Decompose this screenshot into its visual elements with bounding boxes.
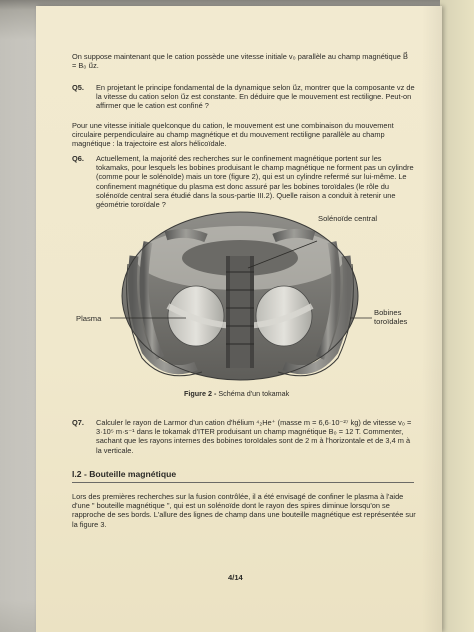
question-number: Q7. bbox=[72, 418, 84, 427]
question-text: En projetant le principe fondamental de la dynamique selon u⃗z, montrer que la composante vz de la vitesse du cation selon u⃗z est constante. En déduire que le mouvement est rectiligne. Peut-on affirmer que le cation est confiné ? bbox=[96, 83, 415, 111]
figure-caption bbox=[184, 389, 404, 398]
central-solenoid bbox=[226, 256, 254, 368]
label-plasma: Plasma bbox=[76, 314, 102, 323]
document-page bbox=[36, 6, 442, 632]
caption-text: Schéma d'un tokamak bbox=[218, 389, 290, 398]
section-divider bbox=[72, 482, 414, 483]
page-fold-shadow bbox=[422, 6, 442, 632]
page-number: 4/14 bbox=[228, 573, 243, 582]
label-solenoide-central: Solénoïde central bbox=[318, 214, 378, 223]
question-number: Q5. bbox=[72, 83, 84, 92]
section-title: I.2 - Bouteille magnétique bbox=[72, 469, 177, 479]
question-text: Actuellement, la majorité des recherches sur le confinement magnétique portent sur les tokamaks, pour lesquels les bobines produisant le champ magnétique ne forment pas un cylindre (comme pour le solénoïde) mais un tore (figure 2), qui est un cylindre refermé sur lui-même. Le confinement magnétique du plasma est donc assuré par les bobines toroïdales (le rôle du solénoïde central sera étudié dans la sous-partie III.2). Quelle raison a conduit à retenir une géométrie toroïdale ? bbox=[96, 154, 414, 210]
next-page-edge bbox=[440, 0, 474, 632]
paragraph-intro: On suppose maintenant que le cation possède une vitesse initiale v₀ parallèle au champ magnétique B⃗ = B₀ u⃗z. bbox=[72, 52, 408, 71]
caption-label: Figure 2 - bbox=[184, 389, 217, 398]
question-number: Q6. bbox=[72, 154, 84, 163]
label-bobines-toroidales: Bobines toroïdales bbox=[374, 308, 408, 326]
paragraph-bouteille: Lors des premières recherches sur la fusion contrôlée, il a été envisagé de confiner le plasma à l'aide d'une " bouteille magnétique ", qui est un solénoïde dont le rayon des spires diminue lorsqu'on se rapproche de ses bords. L'allure des lignes de champ dans une bouteille magnétique est représentée sur la figure 3. bbox=[72, 492, 416, 529]
paragraph-helicoidal: Pour une vitesse initiale quelconque du cation, le mouvement est une combinaison du mouvement circulaire perpendiculaire au champ magnétique et du mouvement rectiligne parallèle au champ magnétique : la trajectoire est alors hélicoïdale. bbox=[72, 121, 394, 149]
question-7 bbox=[72, 418, 416, 455]
question-text: Calculer le rayon de Larmor d'un cation d'hélium ⁴₂He⁺ (masse m = 6,6·10⁻²⁷ kg) de vitesse v₀ = 3·10⁵ m·s⁻¹ dans le tokamak d'ITER produisant un champ magnétique B₀ = 12 T. Commenter, sachant que les rayons internes des bobines toroïdales sont de 2 m à l'horizontale et de 3,4 m à la verticale. bbox=[96, 418, 412, 455]
